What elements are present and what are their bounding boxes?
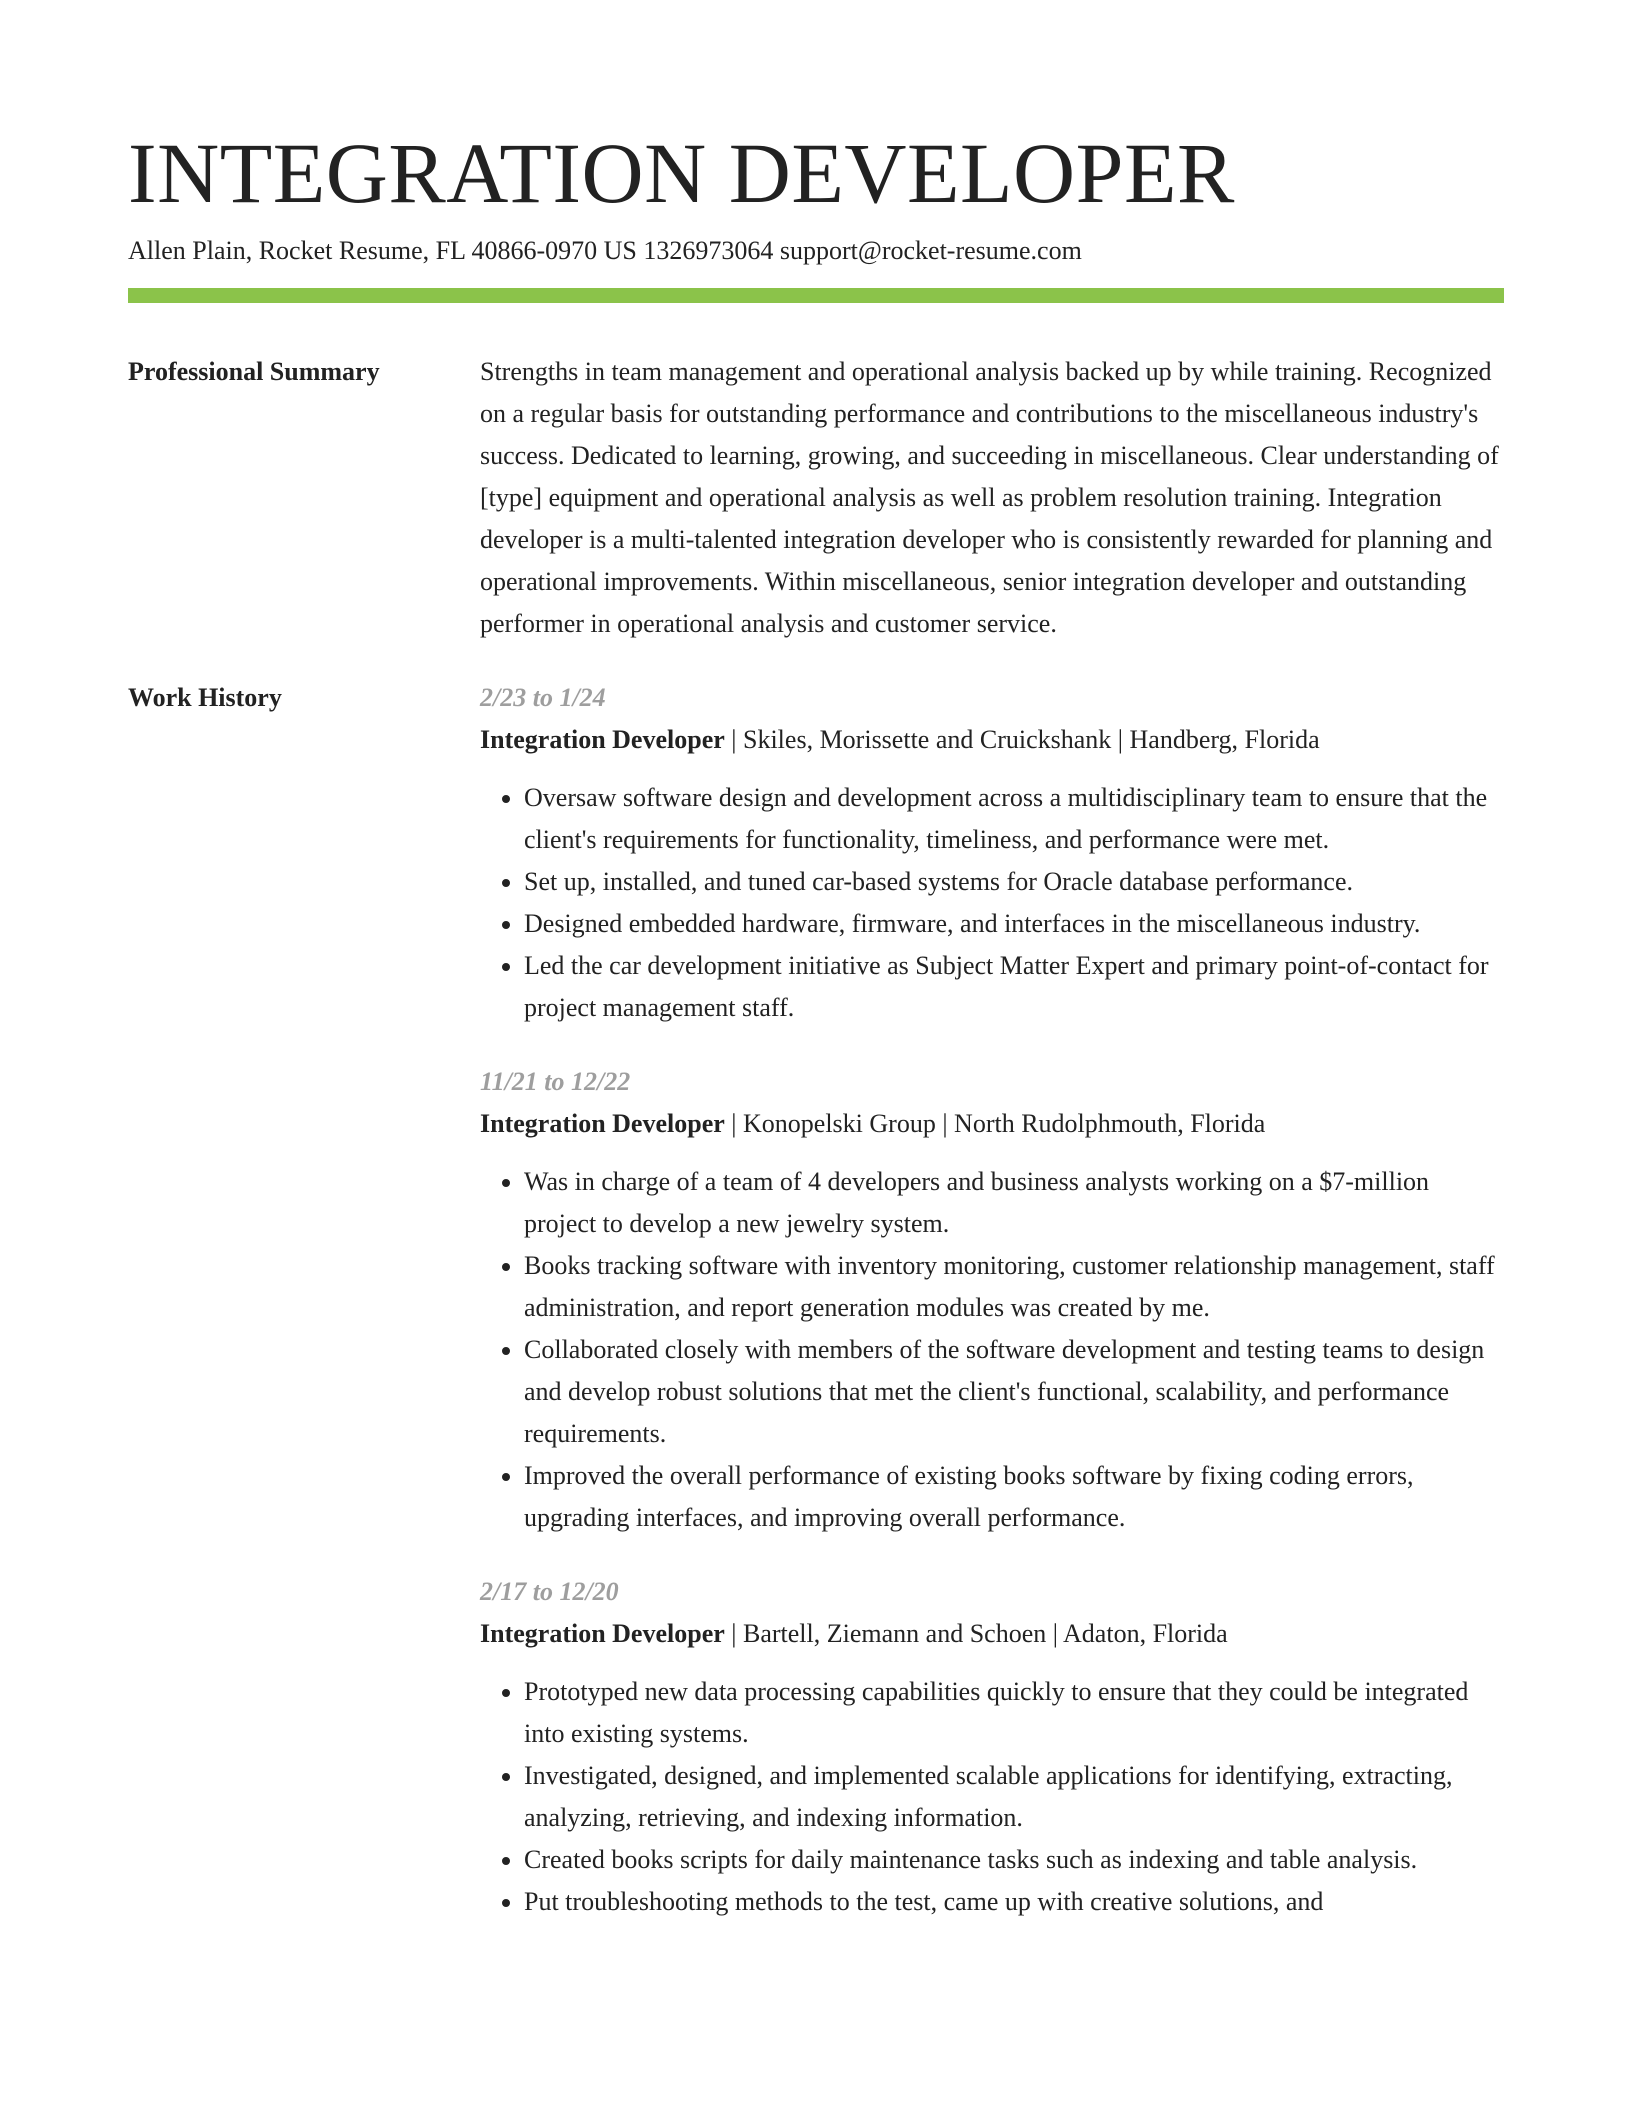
job-header bbox=[480, 1103, 1504, 1145]
resume-page bbox=[128, 0, 1504, 1955]
separator: | bbox=[724, 1619, 743, 1648]
section-label-work-history: Work History bbox=[128, 683, 282, 712]
work-history-body bbox=[480, 677, 1504, 1955]
job-header bbox=[480, 719, 1504, 761]
job-bullet: • Collaborated closely with members of the software development and testing teams to design and develop robust solutions that met the client's functional, scalability, and performance requirements. bbox=[524, 1329, 1504, 1455]
job-entry bbox=[480, 677, 1504, 1029]
job-bullet: • Books tracking software with inventory monitoring, customer relationship management, staff administration, and report generation modules was created by me. bbox=[524, 1245, 1504, 1329]
job-entry bbox=[480, 1061, 1504, 1539]
resume-title: INTEGRATION DEVELOPER bbox=[128, 125, 1235, 221]
separator: | bbox=[935, 1109, 955, 1138]
separator: | bbox=[1046, 1619, 1064, 1648]
job-header bbox=[480, 1613, 1504, 1655]
job-location: Handberg, Florida bbox=[1129, 725, 1320, 754]
job-title: Integration Developer bbox=[480, 725, 725, 754]
job-title: Integration Developer bbox=[480, 1619, 725, 1648]
job-location: Adaton, Florida bbox=[1063, 1619, 1228, 1648]
job-bullet-list bbox=[480, 777, 1504, 1029]
job-bullet: • Set up, installed, and tuned car-based systems for Oracle database performance. bbox=[524, 861, 1504, 903]
job-dates: 2/17 to 12/20 bbox=[480, 1577, 619, 1606]
job-bullet: • Was in charge of a team of 4 developers and business analysts working on a $7-million project to develop a new jewelry system. bbox=[524, 1161, 1504, 1245]
job-company: Konopelski Group bbox=[743, 1109, 936, 1138]
job-bullet: • Investigated, designed, and implemented scalable applications for identifying, extracting, analyzing, retrieving, and indexing information. bbox=[524, 1755, 1504, 1839]
job-dates: 2/23 to 1/24 bbox=[480, 683, 606, 712]
job-bullet-list bbox=[480, 1161, 1504, 1539]
work-history-section bbox=[128, 677, 1504, 1955]
summary-text: Strengths in team management and operational analysis backed up by while training. Recognized on a regular basis for outstanding performance and contributions to the miscellaneous industry's success. Dedicated to learning, growing, and succeeding in miscellaneous. Clear understanding of [type] equipment and operational analysis as well as problem resolution training. Integration developer is a multi-talented integration developer who is consistently rewarded for planning and operational improvements. Within miscellaneous, senior integration developer and outstanding performer in operational analysis and customer service. bbox=[480, 357, 1499, 638]
job-entry bbox=[480, 1571, 1504, 1923]
job-company: Skiles, Morissette and Cruickshank bbox=[743, 725, 1112, 754]
job-bullet: • Created books scripts for daily maintenance tasks such as indexing and table analysis. bbox=[524, 1839, 1504, 1881]
job-bullet: • Prototyped new data processing capabilities quickly to ensure that they could be integrated into existing systems. bbox=[524, 1671, 1504, 1755]
job-bullet-list bbox=[480, 1671, 1504, 1923]
job-dates: 11/21 to 12/22 bbox=[480, 1067, 631, 1096]
job-bullet: • Oversaw software design and development across a multidisciplinary team to ensure that the client's requirements for functionality, timeliness, and performance were met. bbox=[524, 777, 1504, 861]
contact-line: Allen Plain, Rocket Resume, FL 40866-0970 US 1326973064 support@rocket-resume.com bbox=[128, 236, 1082, 265]
job-title: Integration Developer bbox=[480, 1109, 725, 1138]
separator: | bbox=[1111, 725, 1130, 754]
summary-body bbox=[480, 351, 1504, 645]
job-bullet: • Put troubleshooting methods to the test, came up with creative solutions, and bbox=[524, 1881, 1504, 1923]
job-company: Bartell, Ziemann and Schoen bbox=[743, 1619, 1047, 1648]
separator: | bbox=[724, 725, 743, 754]
job-bullet: • Led the car development initiative as Subject Matter Expert and primary point-of-contact for project management staff. bbox=[524, 945, 1504, 1029]
section-label-summary: Professional Summary bbox=[128, 357, 380, 386]
separator: | bbox=[724, 1109, 743, 1138]
job-location: North Rudolphmouth, Florida bbox=[954, 1109, 1266, 1138]
professional-summary-section bbox=[128, 351, 1504, 645]
job-bullet: • Designed embedded hardware, firmware, and interfaces in the miscellaneous industry. bbox=[524, 903, 1504, 945]
job-bullet: • Improved the overall performance of existing books software by fixing coding errors, upgrading interfaces, and improving overall performance. bbox=[524, 1455, 1504, 1539]
accent-divider bbox=[128, 288, 1504, 303]
